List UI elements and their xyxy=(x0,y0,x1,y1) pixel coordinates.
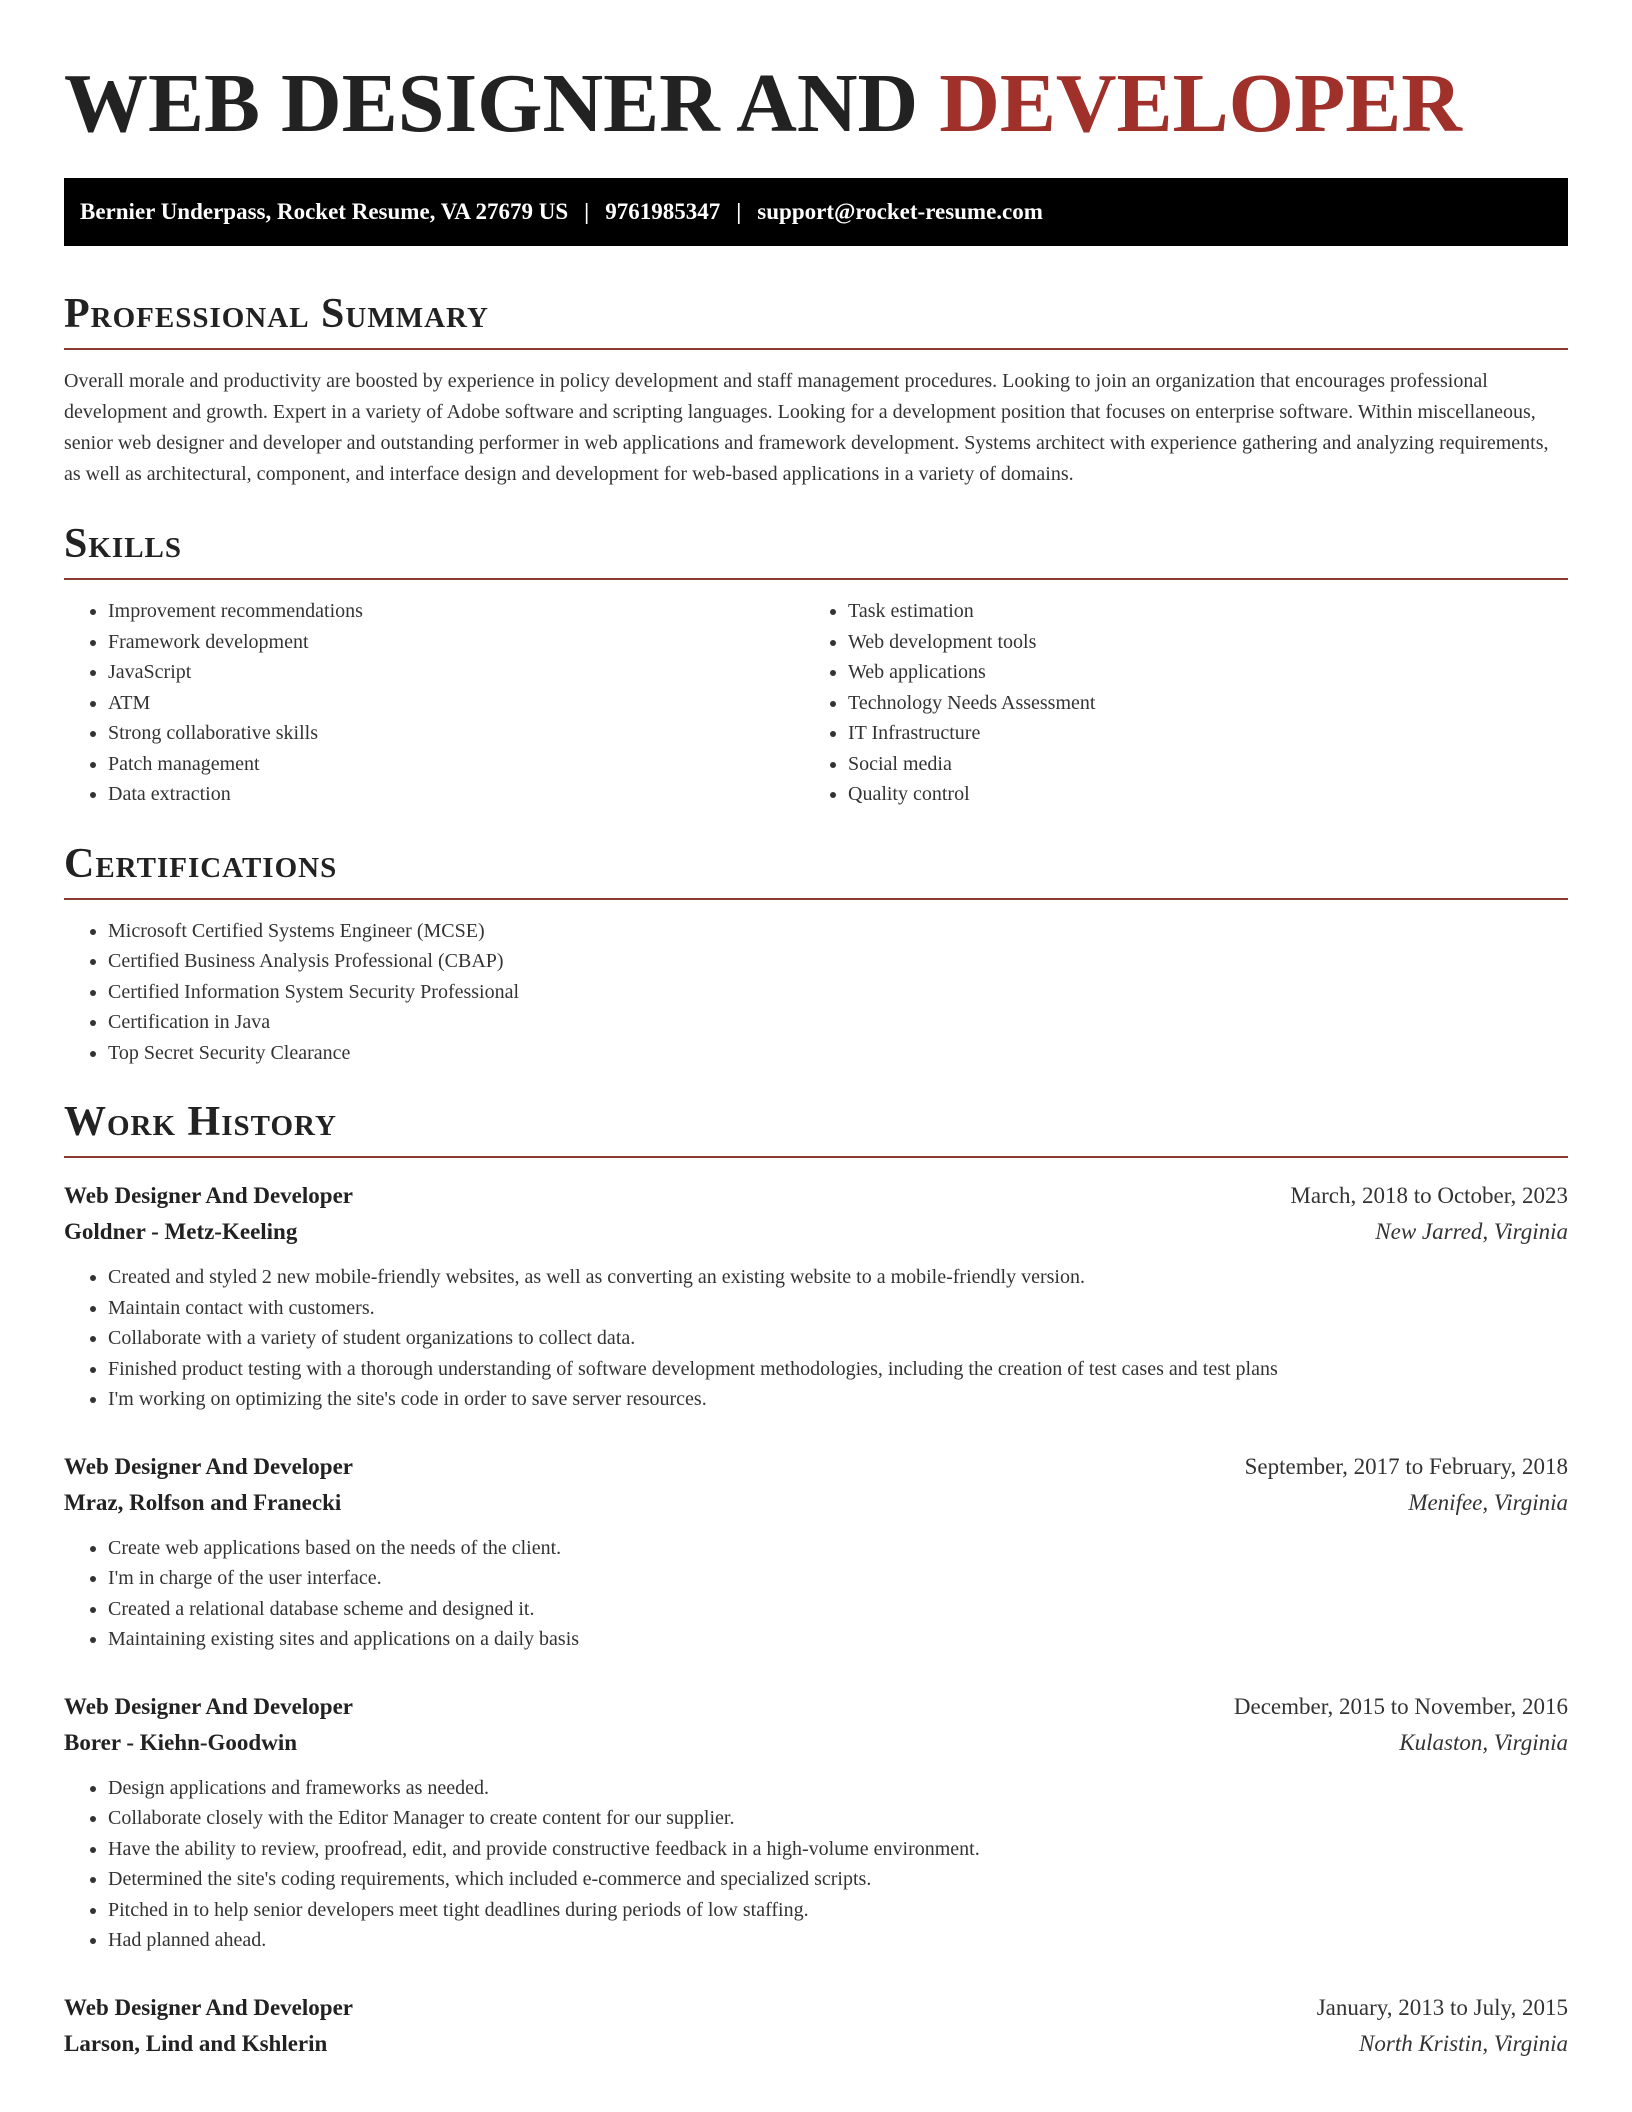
skills-list-right xyxy=(804,596,1568,810)
certification-item: • Top Secret Security Clearance xyxy=(108,1038,1568,1069)
job-title: Web Designer And Developer xyxy=(64,1693,353,1719)
contact-address: Bernier Underpass, Rocket Resume, VA 27679 US xyxy=(80,199,569,224)
job-duty: • Maintain contact with customers. xyxy=(108,1293,1568,1324)
resume-page xyxy=(64,0,1568,2062)
skill-item: • Web applications xyxy=(848,657,1568,688)
job-dates: January, 2013 to July, 2015 xyxy=(1316,1994,1568,2020)
job-duty: • Design applications and frameworks as needed. xyxy=(108,1773,1568,1804)
skills-list-left xyxy=(64,596,804,810)
job-duty: • Finished product testing with a thorough understanding of software development methodologies, including the creation of test cases and test plans xyxy=(108,1354,1568,1385)
job-dates: September, 2017 to February, 2018 xyxy=(1244,1453,1568,1479)
skill-item: • JavaScript xyxy=(108,657,804,688)
contact-email: support@rocket-resume.com xyxy=(757,199,1043,224)
job-title: Web Designer And Developer xyxy=(64,1994,353,2020)
skill-item: • Improvement recommendations xyxy=(108,596,804,627)
resume-title-main: WEB DESIGNER AND xyxy=(64,57,940,150)
job-duty: • Pitched in to help senior developers meet tight deadlines during periods of low staffing. xyxy=(108,1895,1568,1926)
certification-item: • Microsoft Certified Systems Engineer (MCSE) xyxy=(108,916,1568,947)
section-heading-summary: Professional Summary xyxy=(64,290,1568,350)
job-duty: • Collaborate with a variety of student organizations to collect data. xyxy=(108,1323,1568,1354)
skill-item: • Web development tools xyxy=(848,627,1568,658)
job-company: Mraz, Rolfson and Franecki xyxy=(64,1489,342,1515)
skill-item: • Strong collaborative skills xyxy=(108,718,804,749)
job-header-row xyxy=(64,1689,1568,1725)
section-heading-certifications: Certifications xyxy=(64,840,1568,900)
contact-separator: | xyxy=(736,199,742,224)
job-duty: • Created and styled 2 new mobile-friendly websites, as well as converting an existing website to a mobile-friendly version. xyxy=(108,1262,1568,1293)
job-duty: • Had planned ahead. xyxy=(108,1925,1568,1956)
job-duty: • I'm in charge of the user interface. xyxy=(108,1563,1568,1594)
skill-item: • Quality control xyxy=(848,779,1568,810)
job-location: North Kristin, Virginia xyxy=(1359,2030,1568,2056)
job-duties-list xyxy=(64,1533,1568,1655)
section-heading-work-history: Work History xyxy=(64,1098,1568,1158)
certifications-list xyxy=(64,916,1568,1069)
skill-item: • Task estimation xyxy=(848,596,1568,627)
job-company-row xyxy=(64,1725,1568,1761)
job-duty: • Have the ability to review, proofread, edit, and provide constructive feedback in a high-volume environment. xyxy=(108,1834,1568,1865)
job-company: Borer - Kiehn-Goodwin xyxy=(64,1729,297,1755)
contact-separator: | xyxy=(584,199,590,224)
job-company-row xyxy=(64,2026,1568,2062)
contact-phone: 9761985347 xyxy=(605,199,721,224)
job-entry xyxy=(64,1689,1568,1956)
section-heading-skills: Skills xyxy=(64,520,1568,580)
resume-title-accent: DEVELOPER xyxy=(939,57,1462,150)
resume-title xyxy=(64,56,1568,152)
certification-item: • Certified Information System Security Professional xyxy=(108,977,1568,1008)
professional-summary-text: Overall morale and productivity are boosted by experience in policy development and staff management procedures. Looking to join an organization that encourages professional development and growth. Expert in a variety of Adobe software and scripting languages. Looking for a development position that focuses on enterprise software. Within miscellaneous, senior web designer and developer and outstanding performer in web applications and framework development. Systems architect with experience gathering and analyzing requirements, as well as architectural, component, and interface design and development for web-based applications in a variety of domains. xyxy=(64,370,1549,485)
skill-item: • Framework development xyxy=(108,627,804,658)
job-duties-list xyxy=(64,1262,1568,1415)
skill-item: • IT Infrastructure xyxy=(848,718,1568,749)
job-company-row xyxy=(64,1214,1568,1250)
skill-item: • Patch management xyxy=(108,749,804,780)
job-location: New Jarred, Virginia xyxy=(1375,1219,1568,1244)
job-title: Web Designer And Developer xyxy=(64,1453,353,1479)
skill-item: • Data extraction xyxy=(108,779,804,810)
certification-item: • Certified Business Analysis Professional (CBAP) xyxy=(108,946,1568,977)
job-duty: • I'm working on optimizing the site's code in order to save server resources. xyxy=(108,1384,1568,1415)
skills-column-left xyxy=(64,580,804,810)
job-entry xyxy=(64,1990,1568,2062)
job-header-row xyxy=(64,1178,1568,1214)
job-company: Larson, Lind and Kshlerin xyxy=(64,2030,328,2056)
job-entry xyxy=(64,1449,1568,1655)
job-entry xyxy=(64,1178,1568,1415)
job-location: Kulaston, Virginia xyxy=(1399,1729,1568,1755)
job-header-row xyxy=(64,1990,1568,2026)
job-duty: • Maintaining existing sites and applications on a daily basis xyxy=(108,1624,1568,1655)
job-company-row xyxy=(64,1485,1568,1521)
job-dates: December, 2015 to November, 2016 xyxy=(1233,1693,1568,1719)
job-header-row xyxy=(64,1449,1568,1485)
certification-item: • Certification in Java xyxy=(108,1007,1568,1038)
job-location: Menifee, Virginia xyxy=(1408,1489,1568,1515)
job-company: Goldner - Metz-Keeling xyxy=(64,1219,298,1244)
job-duty: • Create web applications based on the needs of the client. xyxy=(108,1533,1568,1564)
skill-item: • ATM xyxy=(108,688,804,719)
job-dates: March, 2018 to October, 2023 xyxy=(1290,1183,1568,1208)
job-duty: • Created a relational database scheme and designed it. xyxy=(108,1594,1568,1625)
skills-columns xyxy=(64,580,1568,810)
skill-item: • Social media xyxy=(848,749,1568,780)
job-duty: • Determined the site's coding requirements, which included e-commerce and specialized scripts. xyxy=(108,1864,1568,1895)
job-duties-list xyxy=(64,1773,1568,1956)
contact-bar xyxy=(64,178,1568,246)
skills-column-right xyxy=(804,580,1568,810)
skill-item: • Technology Needs Assessment xyxy=(848,688,1568,719)
job-title: Web Designer And Developer xyxy=(64,1183,353,1208)
job-duty: • Collaborate closely with the Editor Manager to create content for our supplier. xyxy=(108,1803,1568,1834)
